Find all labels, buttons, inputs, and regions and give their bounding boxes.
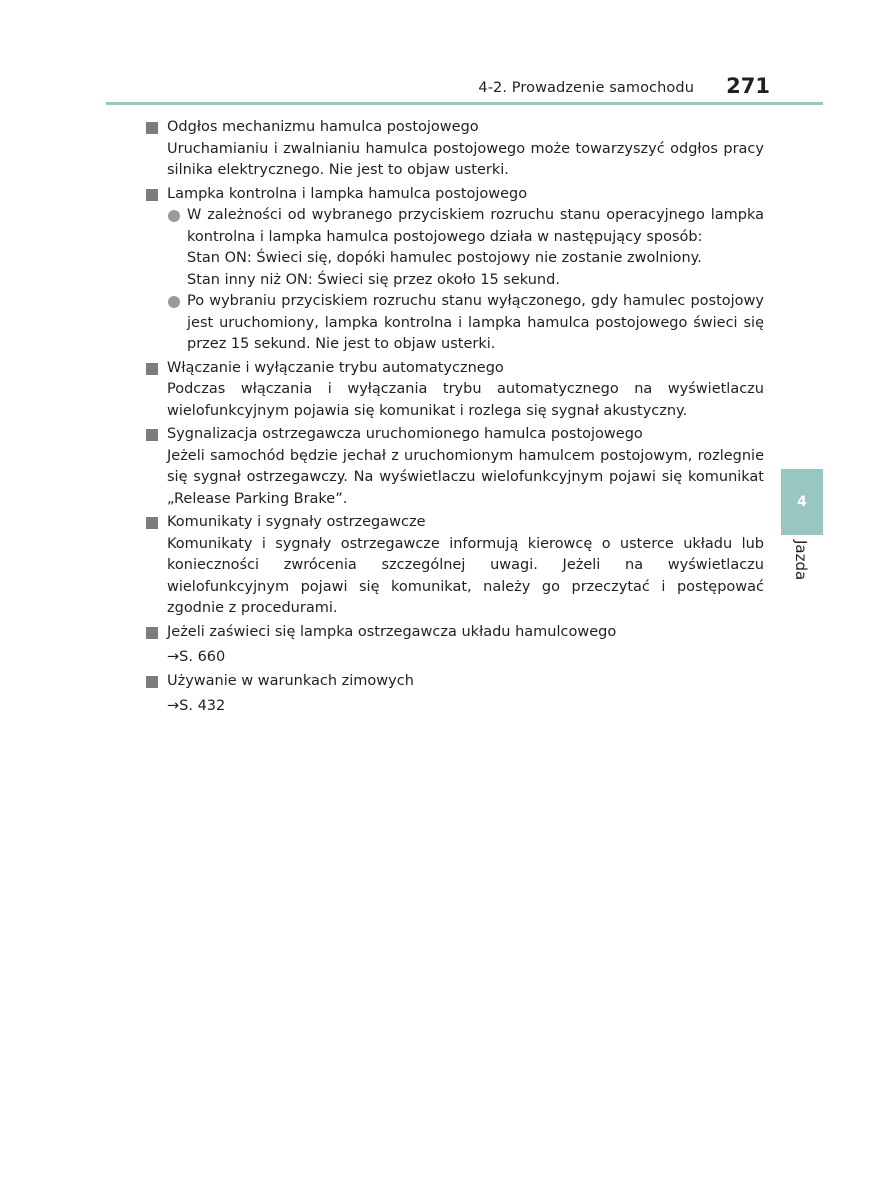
section-paragraph: Podczas włączania i wyłączania trybu automatycznego na wyświetlaczu wielofunkcyjnym pojawia się komunikat i rozlega się sygnał akustyczny. — [167, 381, 764, 419]
state-other-line: Stan inny niż ON: Świeci się przez około 15 sekund. — [187, 271, 560, 288]
section-heading — [146, 512, 764, 534]
heading-text: Jeżeli zaświeci się lampka ostrzegawcza układu hamulcowego — [167, 623, 617, 640]
square-bullet-icon — [146, 676, 158, 688]
section-parking-brake-sound — [146, 117, 764, 182]
chapter-number: 4 — [797, 494, 807, 510]
section-heading — [146, 424, 764, 446]
section-heading — [146, 184, 764, 206]
heading-text: Włączanie i wyłączanie trybu automatycznego — [167, 359, 504, 376]
state-on-line: Stan ON: Świeci się, dopóki hamulec postojowy nie zostanie zwolniony. — [187, 250, 702, 266]
section-heading — [146, 622, 764, 644]
heading-text: Odgłos mechanizmu hamulca postojowego — [167, 119, 479, 135]
round-bullet-icon — [168, 210, 180, 222]
square-bullet-icon — [146, 363, 158, 375]
section-messages — [146, 512, 764, 620]
page-reference: →S. 660 — [167, 649, 226, 665]
section-heading — [146, 358, 764, 380]
heading-text: Używanie w warunkach zimowych — [167, 672, 414, 689]
square-bullet-icon — [146, 122, 158, 134]
section-winter-use — [146, 671, 764, 718]
section-brake-warning-lamp — [146, 622, 764, 669]
section-title: 4-2. Prowadzenie samochodu — [478, 80, 694, 96]
page-header — [0, 72, 770, 102]
square-bullet-icon — [146, 627, 158, 639]
page-reference: →S. 432 — [167, 698, 226, 714]
chapter-title: Jazda — [792, 540, 810, 581]
header-rule — [106, 102, 823, 105]
list-item — [146, 291, 764, 356]
main-content — [146, 117, 764, 718]
square-bullet-icon — [146, 517, 158, 529]
round-bullet-icon — [168, 296, 180, 308]
section-paragraph: Komunikaty i sygnały ostrzegawcze informują kierowcę o usterce układu lub konieczności zwrócenia szczególnej uwagi. Jeżeli na wyświetlaczu wielofunkcyjnym pojawi się komunikat, należy go przeczytać i postępować zgodnie z procedurami. — [167, 535, 764, 616]
list-item — [146, 205, 764, 248]
heading-text: Lampka kontrolna i lampka hamulca postojowego — [167, 185, 528, 202]
chapter-tab — [781, 469, 823, 535]
section-heading — [146, 117, 764, 139]
section-paragraph: Jeżeli samochód będzie jechał z uruchomionym hamulcem postojowym, rozlegnie się sygnał ostrzegawczy. Na wyświetlaczu wielofunkcyjnym pojawi się komunikat „Release Parking Brake”. — [167, 447, 764, 507]
section-warning-signal — [146, 424, 764, 510]
square-bullet-icon — [146, 429, 158, 441]
list-item-text: W zależności od wybranego przyciskiem rozruchu stanu operacyjnego lampka kontrolna i lampka hamulca postojowego działa w następujący sposób: — [187, 207, 764, 245]
chapter-tab-label — [792, 540, 812, 600]
section-paragraph: Uruchamianiu i zwalnianiu hamulca postojowego może towarzyszyć odgłos pracy silnika elektrycznego. Nie jest to objaw usterki. — [167, 140, 764, 178]
section-indicator-lamp — [146, 184, 764, 356]
heading-text: Komunikaty i sygnały ostrzegawcze — [167, 514, 426, 530]
list-item-text: Po wybraniu przyciskiem rozruchu stanu wyłączonego, gdy hamulec postojowy jest uruchomiony, lampka kontrolna i lampka hamulca postojowego świeci się przez 15 sekund. Nie jest to objaw usterki. — [187, 293, 764, 352]
heading-text: Sygnalizacja ostrzegawcza uruchomionego hamulca postojowego — [167, 426, 643, 442]
square-bullet-icon — [146, 189, 158, 201]
section-heading — [146, 671, 764, 693]
section-auto-mode — [146, 358, 764, 423]
page-number: 271 — [726, 74, 770, 98]
